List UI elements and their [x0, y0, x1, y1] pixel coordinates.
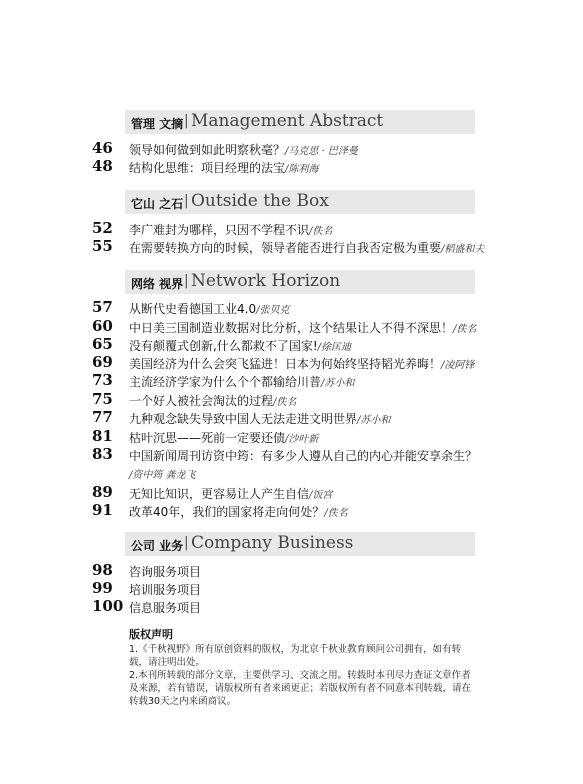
- toc-entry[interactable]: [0, 318, 583, 335]
- entry-title: 枯叶沉思——死前一定要还债: [129, 431, 286, 445]
- entry-author: /佚名: [273, 397, 297, 408]
- section-header: [125, 190, 475, 214]
- entry-title: 结构化思维：项目经理的法宝: [129, 161, 286, 175]
- section-title-cn: 管理 文摘: [131, 117, 184, 131]
- page-number: 73: [92, 371, 113, 389]
- section-header: [125, 110, 475, 134]
- entry-author: /凌阿锋: [441, 360, 475, 371]
- page-number: 69: [92, 353, 113, 371]
- copyright-title: 版权声明: [129, 628, 173, 641]
- copyright-paragraph: 1.《千秋视野》所有原创资料的版权，为北京千秋业教育顾问公司拥有，如有转载，请注明出处。: [129, 644, 462, 668]
- toc-entry[interactable]: [0, 140, 583, 157]
- copyright-paragraph: 2.本刊所转载的部分文章，主要供学习、交流之用。转载时本刊尽力查证文章作者及来源，若有错误，请版权所有者来函更正；若版权所有者不同意本刊转载，请在转载30天之内来函商议。: [129, 670, 472, 707]
- toc-entry[interactable]: [0, 299, 583, 316]
- entry-title: 信息服务项目: [129, 601, 202, 615]
- section-title-en: Company Business: [191, 533, 354, 553]
- toc-entry[interactable]: [0, 372, 583, 389]
- page-number: 48: [92, 157, 113, 175]
- section-title-cn: 公司 业务: [131, 539, 184, 553]
- entry-author: /张贝克: [256, 305, 290, 316]
- entry-title: 在需要转换方向的时候，领导者能否进行自我否定极为重要: [129, 241, 442, 255]
- section-title-en: Management Abstract: [191, 111, 384, 131]
- entry-title: 美国经济为什么会突飞猛进！日本为何始终坚持韬光养晦！: [129, 357, 442, 371]
- section-divider: |: [184, 193, 189, 209]
- entry-author: /陈利海: [285, 164, 319, 175]
- entry-title: 无知比知识，更容易让人产生自信: [129, 487, 310, 501]
- toc-entry[interactable]: [0, 428, 583, 445]
- entry-title: 九种观念缺失导致中国人无法走进文明世界: [129, 412, 358, 426]
- page-number: 77: [92, 408, 113, 426]
- page-number: 57: [92, 298, 113, 316]
- page-number: 75: [92, 390, 113, 408]
- entry-author: /苏小和: [321, 378, 355, 389]
- page-number: 52: [92, 219, 113, 237]
- entry-author: /佚名: [309, 226, 333, 237]
- section-title-en: Network Horizon: [191, 271, 341, 291]
- entry-title: 一个好人被社会淘汰的过程: [129, 394, 274, 408]
- entry-author: /佚名: [453, 324, 477, 335]
- toc-entry[interactable]: [0, 354, 583, 371]
- page-number: 99: [92, 579, 113, 597]
- section-divider: |: [184, 113, 189, 129]
- page-number: 81: [92, 427, 113, 445]
- page-number: 46: [92, 139, 113, 157]
- section-title-cn: 网络 视界: [131, 277, 184, 291]
- section-title-en: Outside the Box: [191, 191, 329, 211]
- toc-entry[interactable]: [0, 220, 583, 237]
- toc-entry[interactable]: [0, 580, 583, 597]
- toc-entry[interactable]: [0, 238, 583, 255]
- page-number: 60: [92, 317, 113, 335]
- entry-author: /苏小和: [357, 415, 391, 426]
- entry-title: 主流经济学家为什么个个都输给川普: [129, 375, 322, 389]
- page-number: 83: [92, 445, 113, 463]
- page-number: 89: [92, 483, 113, 501]
- toc-entry[interactable]: [0, 158, 583, 175]
- entry-title: 中国新闻周刊访资中筠：有多少人遵从自己的内心并能安享余生？: [129, 449, 478, 463]
- entry-title: 咨询服务项目: [129, 565, 202, 579]
- toc-entry[interactable]: [0, 502, 583, 519]
- page-number: 65: [92, 335, 113, 353]
- section-divider: |: [184, 535, 189, 551]
- entry-author: /马克思 · 巴泽曼: [285, 146, 358, 157]
- section-header: [125, 270, 475, 294]
- entry-author: /沙叶新: [285, 434, 319, 445]
- toc-entry[interactable]: [0, 336, 583, 353]
- entry-title: 没有颠覆式创新,什么都救不了国家!: [129, 339, 318, 353]
- entry-title: 从断代史看德国工业4.0: [129, 302, 257, 316]
- entry-title: 改革40年，我们的国家将走向何处？: [129, 505, 325, 519]
- toc-entry[interactable]: [0, 409, 583, 426]
- page-number: 55: [92, 237, 113, 255]
- page-number: 91: [92, 501, 113, 519]
- section-header: [125, 532, 475, 556]
- section-title-cn: 它山 之石: [131, 197, 184, 211]
- entry-author: /稻盛和夫: [441, 244, 485, 255]
- entry-author-continued: /资中筠 龚龙飞: [129, 470, 196, 481]
- section-divider: |: [184, 273, 189, 289]
- page-number: 100: [92, 597, 124, 615]
- entry-title: 李广难封为哪样，只因不学程不识: [129, 223, 310, 237]
- page-number: 98: [92, 561, 113, 579]
- entry-author: /佚名: [324, 508, 348, 519]
- entry-title: 中日美三国制造业数据对比分析，这个结果让人不得不深思！: [129, 321, 454, 335]
- entry-author: /饭宫: [309, 490, 333, 501]
- toc-entry[interactable]: [0, 446, 583, 463]
- toc-entry[interactable]: [0, 562, 583, 579]
- toc-entry[interactable]: [0, 391, 583, 408]
- entry-title: 领导如何做到如此明察秋毫？: [129, 143, 286, 157]
- toc-entry[interactable]: [0, 598, 583, 615]
- entry-author: /徐匡迪: [317, 342, 352, 353]
- toc-entry[interactable]: [0, 484, 583, 501]
- entry-title: 培训服务项目: [129, 583, 202, 597]
